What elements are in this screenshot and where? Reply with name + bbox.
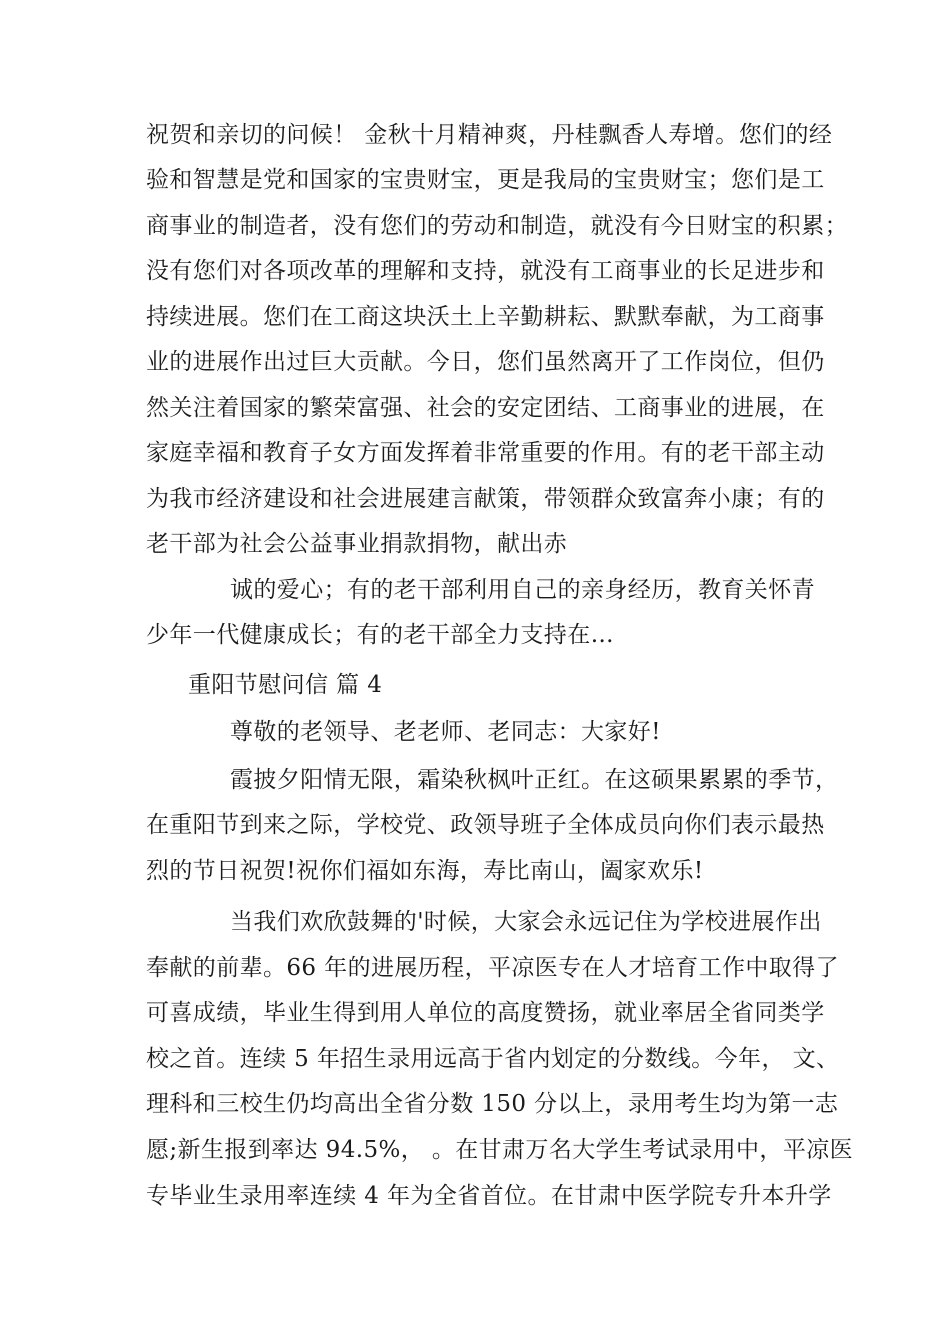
paragraph-3-line-2: 在重阳节到来之际，学校党、政领导班子全体成员向你们表示最热 <box>146 812 825 838</box>
paragraph-4-line-1: 当我们欢欣鼓舞的'时候，大家会永远记住为学校进展作出 <box>230 909 822 935</box>
paragraph-1-line-5: 持续进展。您们在工商这块沃土上辛勤耕耘、默默奉献，为工商事 <box>146 304 825 330</box>
paragraph-1-line-8: 家庭幸福和教育子女方面发挥着非常重要的作用。有的老干部主动 <box>146 440 825 466</box>
paragraph-3-line-1: 霞披夕阳情无限，霜染秋枫叶正红。在这硕果累累的季节， <box>230 767 839 793</box>
paragraph-1-line-2: 验和智慧是党和国家的宝贵财宝，更是我局的宝贵财宝；您们是工 <box>146 167 825 193</box>
paragraph-4-line-6: 愿;新生报到率达 94.5%， 。在甘肃万名大学生考试录用中，平凉医 <box>146 1137 854 1163</box>
paragraph-1-line-1: 祝贺和亲切的问候！ 金秋十月精神爽，丹桂飘香人寿增。您们的经 <box>146 122 833 148</box>
paragraph-1-line-3: 商事业的制造者，没有您们的劳动和制造，就没有今日财宝的积累； <box>146 213 848 239</box>
paragraph-1-line-4: 没有您们对各项改革的理解和支持，就没有工商事业的长足进步和 <box>146 258 825 284</box>
paragraph-2-line-2: 少年一代健康成长；有的老干部全力支持在… <box>146 622 614 648</box>
paragraph-1-line-6: 业的进展作出过巨大贡献。今日，您们虽然离开了工作岗位，但仍 <box>146 349 825 375</box>
section-heading: 重阳节慰问信 篇 4 <box>188 672 383 698</box>
paragraph-3-line-3: 烈的节日祝贺!祝你们福如东海，寿比南山，阖家欢乐! <box>146 858 704 884</box>
salutation: 尊敬的老领导、老老师、老同志：大家好! <box>230 719 661 745</box>
paragraph-4-line-3: 可喜成绩，毕业生得到用人单位的高度赞扬，就业率居全省同类学 <box>146 1000 825 1026</box>
paragraph-1-line-9: 为我市经济建设和社会进展建言献策，带领群众致富奔小康；有的 <box>146 486 825 512</box>
paragraph-4-line-5: 理科和三校生仍均高出全省分数 150 分以上，录用考生均为第一志 <box>146 1091 839 1117</box>
paragraph-2-line-1: 诚的爱心；有的老干部利用自己的亲身经历，教育关怀青 <box>230 577 815 603</box>
paragraph-4-line-2: 奉献的前辈。66 年的进展历程，平凉医专在人才培育工作中取得了 <box>146 955 839 981</box>
paragraph-4-line-4: 校之首。连续 5 年招生录用远高于省内划定的分数线。今年， 文、 <box>146 1046 840 1072</box>
paragraph-4-line-7: 专毕业生录用率连续 4 年为全省首位。在甘肃中医学院专升本升学 <box>146 1183 832 1209</box>
paragraph-1-line-7: 然关注着国家的繁荣富强、社会的安定团结、工商事业的进展，在 <box>146 395 825 421</box>
paragraph-1-line-10: 老干部为社会公益事业捐款捐物，献出赤 <box>146 531 568 557</box>
